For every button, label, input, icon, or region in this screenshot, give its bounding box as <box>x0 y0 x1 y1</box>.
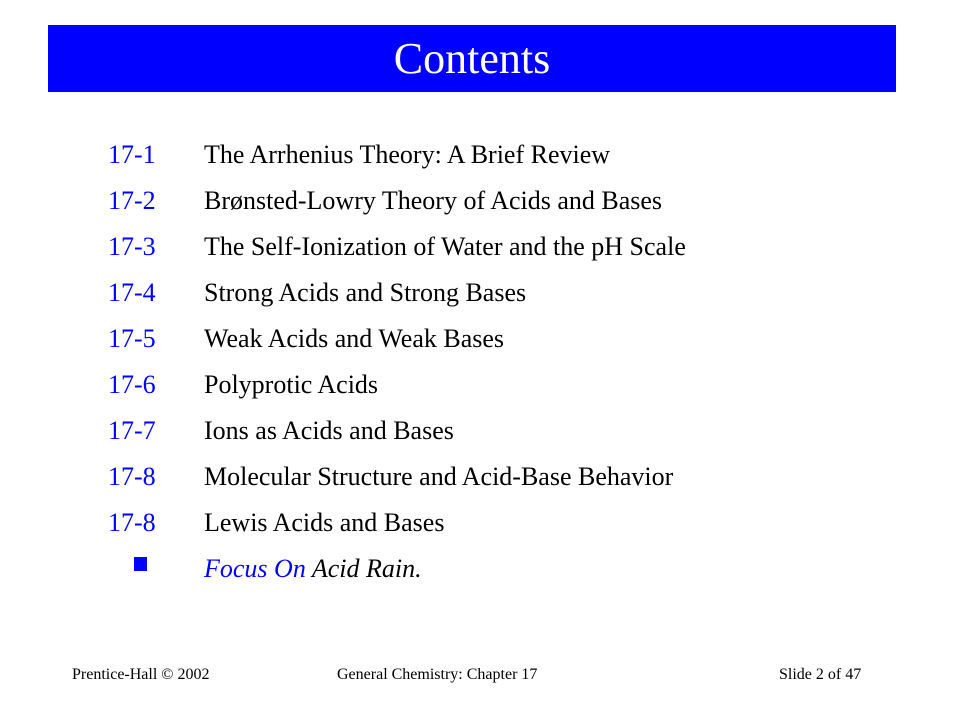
toc-item-17-3 <box>108 224 908 270</box>
table-of-contents <box>108 132 908 592</box>
toc-item-number: 17-8 <box>108 508 156 537</box>
toc-item-number: 17-8 <box>108 462 156 491</box>
focus-on-label: Focus On <box>204 554 306 583</box>
toc-item-17-2 <box>108 178 908 224</box>
toc-item-number: 17-5 <box>108 324 156 353</box>
focus-on-topic: Acid Rain. <box>311 554 422 583</box>
toc-item-title: Strong Acids and Strong Bases <box>204 278 527 307</box>
toc-item-title: Ions as Acids and Bases <box>204 416 454 445</box>
toc-item-number: 17-7 <box>108 416 156 445</box>
toc-item-17-6 <box>108 362 908 408</box>
footer-course: General Chemistry: Chapter 17 <box>337 666 538 683</box>
toc-item-17-8 <box>108 454 908 500</box>
toc-item-number: 17-1 <box>108 140 156 169</box>
toc-item-title: The Self-Ionization of Water and the pH Scale <box>204 232 686 261</box>
toc-item-17-8-lewis <box>108 500 908 546</box>
toc-item-title: Lewis Acids and Bases <box>204 508 445 537</box>
toc-item-title: The Arrhenius Theory: A Brief Review <box>204 140 611 169</box>
toc-item-title: Brønsted-Lowry Theory of Acids and Bases <box>204 186 663 215</box>
toc-item-number: 17-3 <box>108 232 156 261</box>
square-bullet-icon <box>134 557 147 571</box>
footer-slide-number: Slide 2 of 47 <box>779 666 862 683</box>
toc-item-17-4 <box>108 270 908 316</box>
toc-item-title: Polyprotic Acids <box>204 370 379 399</box>
toc-item-title: Molecular Structure and Acid-Base Behavior <box>204 462 674 491</box>
toc-item-number: 17-2 <box>108 186 156 215</box>
page-title: Contents <box>393 33 551 83</box>
title-bar <box>48 25 896 92</box>
toc-item-focus-on <box>108 546 908 592</box>
toc-item-number: 17-4 <box>108 278 156 307</box>
toc-item-title: Weak Acids and Weak Bases <box>204 324 505 353</box>
toc-item-17-5 <box>108 316 908 362</box>
toc-item-number: 17-6 <box>108 370 156 399</box>
footer-publisher: Prentice-Hall © 2002 <box>72 666 210 683</box>
toc-item-17-1 <box>108 132 908 178</box>
toc-item-17-7 <box>108 408 908 454</box>
focus-on-text <box>204 546 422 592</box>
